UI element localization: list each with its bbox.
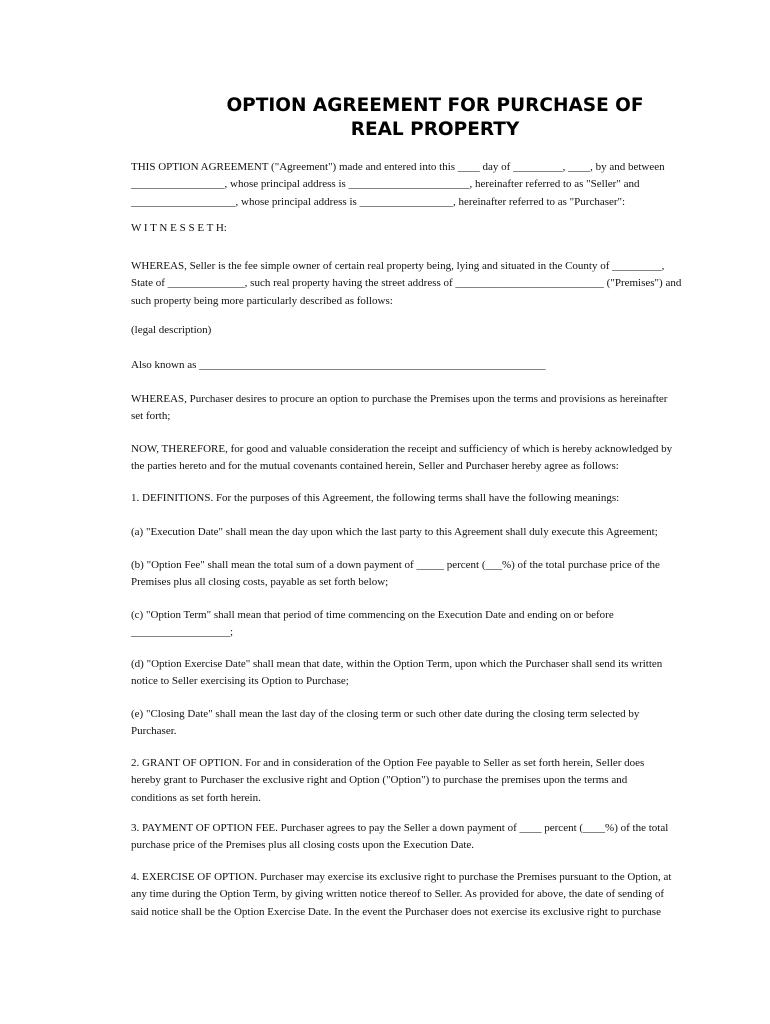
paragraph bbox=[131, 322, 691, 339]
title-line-1: OPTION AGREEMENT FOR PURCHASE OF bbox=[226, 95, 644, 116]
paragraph bbox=[131, 490, 691, 507]
title-line-2: REAL PROPERTY bbox=[350, 119, 520, 140]
paragraph-line: (legal description) bbox=[131, 324, 212, 336]
paragraph-line: said notice shall be the Option Exercise Date. In the event the Purchaser does not exercise its exclusive right to purchase bbox=[131, 905, 661, 918]
paragraph-line: Purchaser. bbox=[131, 725, 177, 738]
paragraph bbox=[131, 159, 691, 211]
paragraph bbox=[131, 441, 691, 476]
paragraph-line: 1. DEFINITIONS. For the purposes of this Agreement, the following terms shall have the following meanings: bbox=[131, 492, 620, 504]
paragraph bbox=[131, 391, 691, 426]
paragraph-line: THIS OPTION AGREEMENT ("Agreement") made and entered into this ____ day of _________, ____, by and between bbox=[131, 161, 665, 173]
paragraph bbox=[131, 220, 691, 237]
paragraph-line: notice to Seller exercising its Option to Purchase; bbox=[131, 675, 349, 688]
paragraph-line: (b) "Option Fee" shall mean the total sum of a down payment of _____ percent (___%) of the total purchase price of the bbox=[131, 559, 660, 571]
paragraph bbox=[131, 656, 691, 691]
paragraph-line: (c) "Option Term" shall mean that period of time commencing on the Execution Date and ending on or before bbox=[131, 609, 614, 621]
paragraph-line: such property being more particularly described as follows: bbox=[131, 294, 393, 307]
paragraph-line: 2. GRANT OF OPTION. For and in consideration of the Option Fee payable to Seller as set forth herein, Seller does bbox=[131, 757, 645, 769]
document-title bbox=[50, 94, 770, 142]
paragraph-line: (e) "Closing Date" shall mean the last day of the closing term or such other date during the closing term selected by bbox=[131, 708, 640, 720]
paragraph-line: W I T N E S S E T H: bbox=[131, 222, 227, 234]
paragraph bbox=[131, 607, 691, 642]
paragraph-line: conditions as set forth herein. bbox=[131, 791, 261, 804]
paragraph bbox=[131, 258, 691, 310]
paragraph-line: Also known as _______________________________________________________________ bbox=[131, 359, 546, 371]
paragraph-line: State of ______________, such real property having the street address of ___________________________ ("Premises") and bbox=[131, 277, 682, 290]
paragraph bbox=[131, 557, 691, 592]
paragraph bbox=[131, 706, 691, 741]
paragraph-line: (a) "Execution Date" shall mean the day upon which the last party to this Agreement shall duly execute this Agreement; bbox=[131, 526, 658, 538]
paragraph-line: the parties hereto and for the mutual covenants contained herein, Seller and Purchaser hereby agree as follows: bbox=[131, 460, 619, 473]
paragraph-line: WHEREAS, Purchaser desires to procure an option to purchase the Premises upon the terms and provisions as hereinafter bbox=[131, 393, 668, 405]
paragraph-line: 3. PAYMENT OF OPTION FEE. Purchaser agrees to pay the Seller a down payment of ____ percent (____%) of the total bbox=[131, 822, 669, 834]
paragraph-line: purchase price of the Premises plus all closing costs upon the Execution Date. bbox=[131, 839, 475, 852]
paragraph bbox=[131, 820, 691, 855]
paragraph-line: set forth; bbox=[131, 410, 171, 423]
paragraph-line: Premises plus all closing costs, payable as set forth below; bbox=[131, 576, 389, 589]
paragraph bbox=[131, 524, 691, 541]
paragraph bbox=[131, 755, 691, 807]
paragraph bbox=[131, 869, 691, 921]
paragraph-line: WHEREAS, Seller is the fee simple owner of certain real property being, lying and situated in the County of _________, bbox=[131, 260, 665, 272]
paragraph-line: 4. EXERCISE OF OPTION. Purchaser may exercise its exclusive right to purchase the Premises pursuant to the Option, at bbox=[131, 871, 672, 883]
paragraph-line: NOW, THEREFORE, for good and valuable consideration the receipt and sufficiency of which is hereby acknowledged by bbox=[131, 443, 673, 455]
paragraph bbox=[131, 357, 691, 374]
paragraph-line: _________________, whose principal address is ______________________, hereinafter referred to as "Seller" and bbox=[131, 178, 640, 191]
paragraph-line: (d) "Option Exercise Date" shall mean that date, within the Option Term, upon which the Purchaser shall send its written bbox=[131, 658, 663, 670]
paragraph-line: hereby grant to Purchaser the exclusive right and Option ("Option") to purchase the premises upon the terms and bbox=[131, 774, 628, 787]
paragraph-line: __________________; bbox=[131, 626, 234, 639]
paragraph-line: any time during the Option Term, by giving written notice thereof to Seller. As provided for above, the date of sending of bbox=[131, 888, 665, 901]
paragraph-line: ___________________, whose principal address is _________________, hereinafter referred to as "Purchaser": bbox=[131, 195, 626, 208]
